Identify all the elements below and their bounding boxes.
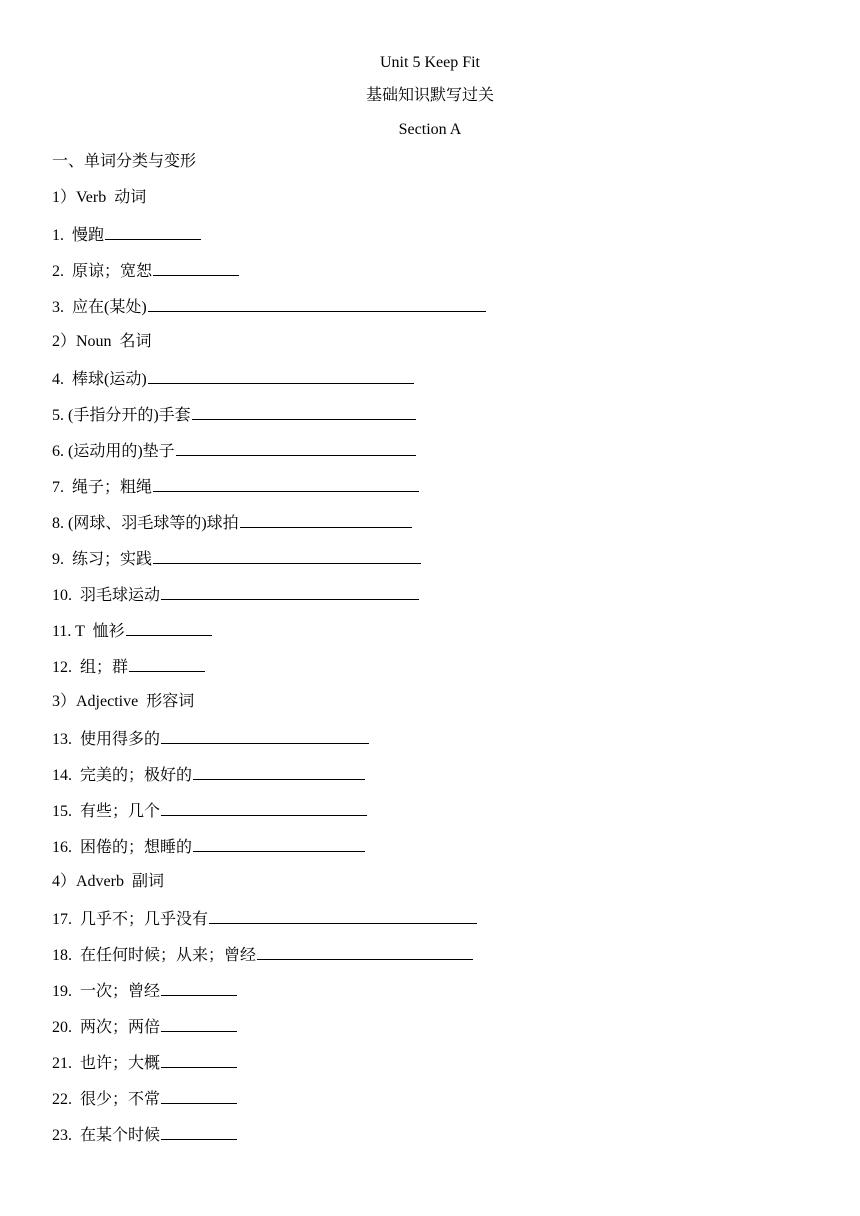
item-prompt: 5. (手指分开的)手套: [52, 407, 191, 424]
list-item: [52, 258, 832, 294]
answer-blank[interactable]: [161, 978, 237, 996]
answer-blank[interactable]: [129, 654, 205, 672]
group-label-verb: 1）Verb 动词: [52, 189, 147, 206]
list-item: [52, 1086, 832, 1122]
list-item: [52, 942, 832, 978]
list-item: [52, 834, 832, 870]
answer-blank[interactable]: [257, 942, 473, 960]
item-prompt: 23. 在某个时候: [52, 1127, 161, 1144]
list-item: [52, 654, 832, 690]
list-item: [52, 222, 832, 258]
item-prompt: 6. (运动用的)垫子: [52, 443, 175, 460]
item-prompt: 22. 很少；不常: [52, 1091, 161, 1108]
item-prompt: 7. 绳子；粗绳: [52, 479, 153, 496]
list-item: [52, 906, 832, 942]
item-prompt: 19. 一次；曾经: [52, 983, 161, 1000]
item-prompt: 18. 在任何时候；从来；曾经: [52, 947, 257, 964]
answer-blank[interactable]: [105, 222, 201, 240]
worksheet-title: Unit 5 Keep Fit: [380, 54, 480, 71]
list-item: [52, 474, 832, 510]
answer-blank[interactable]: [126, 618, 212, 636]
list-item: [52, 618, 832, 654]
part-heading: 一、单词分类与变形: [52, 153, 197, 170]
answer-blank[interactable]: [161, 582, 419, 600]
list-item: [52, 294, 832, 330]
list-item: [52, 798, 832, 834]
answer-blank[interactable]: [148, 294, 486, 312]
item-prompt: 21. 也许；大概: [52, 1055, 161, 1072]
list-item: [52, 546, 832, 582]
answer-blank[interactable]: [209, 906, 477, 924]
item-prompt: 10. 羽毛球运动: [52, 587, 161, 604]
answer-blank[interactable]: [161, 1122, 237, 1140]
item-prompt: 11. T 恤衫: [52, 623, 125, 640]
item-prompt: 17. 几乎不；几乎没有: [52, 911, 209, 928]
item-prompt: 9. 练习；实践: [52, 551, 153, 568]
answer-blank[interactable]: [161, 1050, 237, 1068]
item-prompt: 2. 原谅；宽恕: [52, 263, 153, 280]
group-label-noun: 2）Noun 名词: [52, 333, 152, 350]
item-prompt: 4. 棒球(运动): [52, 371, 147, 388]
answer-blank[interactable]: [148, 366, 414, 384]
group-label-adjective: 3）Adjective 形容词: [52, 693, 195, 710]
list-item: [52, 582, 832, 618]
answer-blank[interactable]: [193, 834, 365, 852]
item-prompt: 3. 应在(某处): [52, 299, 147, 316]
answer-blank[interactable]: [153, 546, 421, 564]
answer-blank[interactable]: [176, 438, 416, 456]
list-item: [52, 510, 832, 546]
item-prompt: 15. 有些；几个: [52, 803, 161, 820]
answer-blank[interactable]: [193, 762, 365, 780]
answer-blank[interactable]: [161, 726, 369, 744]
item-prompt: 12. 组；群: [52, 659, 129, 676]
section-label: Section A: [398, 121, 462, 138]
list-item: [52, 978, 832, 1014]
list-item: [52, 726, 832, 762]
worksheet-subtitle: 基础知识默写过关: [365, 87, 494, 104]
list-item: [52, 402, 832, 438]
item-prompt: 1. 慢跑: [52, 227, 105, 244]
answer-blank[interactable]: [161, 1014, 237, 1032]
list-item: [52, 366, 832, 402]
answer-blank[interactable]: [153, 474, 419, 492]
item-prompt: 14. 完美的；极好的: [52, 767, 193, 784]
list-item: [52, 1050, 832, 1086]
group-label-adverb: 4）Adverb 副词: [52, 873, 164, 890]
answer-blank[interactable]: [161, 798, 367, 816]
item-prompt: 13. 使用得多的: [52, 731, 161, 748]
item-prompt: 20. 两次；两倍: [52, 1019, 161, 1036]
list-item: [52, 1014, 832, 1050]
answer-blank[interactable]: [153, 258, 239, 276]
list-item: [52, 762, 832, 798]
list-item: [52, 1122, 832, 1158]
list-item: [52, 438, 832, 474]
item-prompt: 8. (网球、羽毛球等的)球拍: [52, 515, 239, 532]
answer-blank[interactable]: [161, 1086, 237, 1104]
answer-blank[interactable]: [240, 510, 412, 528]
answer-blank[interactable]: [192, 402, 416, 420]
item-prompt: 16. 困倦的；想睡的: [52, 839, 193, 856]
word-list: [52, 150, 832, 1158]
